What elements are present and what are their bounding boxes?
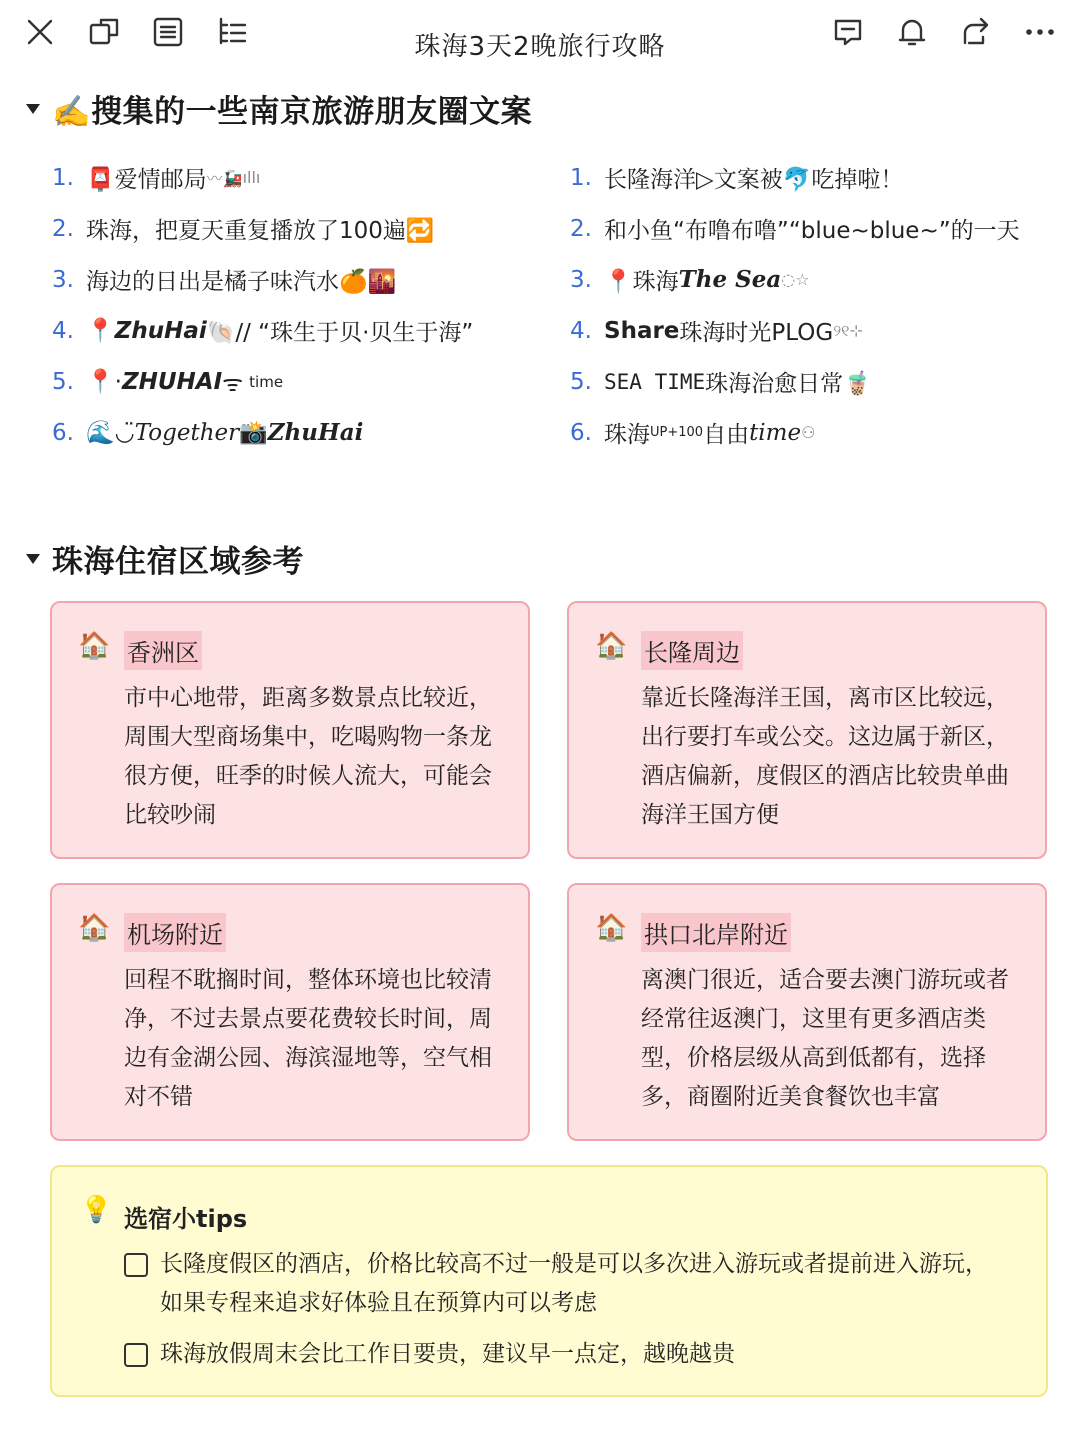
list-item: 3. 📍珠海 The Sea ◌☆ [570, 266, 810, 295]
todo-checkbox[interactable] [124, 1343, 148, 1367]
list-item: 6. 珠海 UP+100 自由 time ⚇ [570, 419, 816, 448]
todo-checkbox[interactable] [124, 1253, 148, 1277]
list-item: 4. Share 珠海时光PLOG ୨୧⊹ [570, 317, 863, 346]
list-item: 1. 长隆海洋▷文案被🐬吃掉啦！ [570, 164, 904, 193]
house-icon: 🏠 [78, 913, 111, 943]
caption-list-left [52, 152, 552, 458]
section-title: ✍️搜集的一些南京旅游朋友圈文案 [52, 94, 533, 130]
area-card-airport [50, 883, 530, 1141]
card-title: 拱口北岸附近 [641, 913, 791, 952]
section-header-captions[interactable] [26, 86, 532, 131]
section-header-accommodation[interactable] [26, 536, 304, 581]
house-icon: 🏠 [78, 631, 111, 661]
card-text: 回程不耽搁时间，整体环境也比较清净，不过去景点要花费较长时间，周边有金湖公园、海滨湿地等，空气相对不错 [124, 967, 492, 1110]
card-title: 香洲区 [124, 631, 202, 670]
todo-text: 长隆度假区的酒店，价格比较高不过一般是可以多次进入游玩或者提前进入游玩，如果专程来追求好体验且在预算内可以考虑 [160, 1251, 988, 1316]
list-item: 2. 和小鱼“布噜布噜”“blue~blue~”的一天 [570, 215, 1020, 244]
top-toolbar [0, 0, 1080, 68]
list-item: 3. 海边的日出是橘子味汽水🍊🌇 [52, 266, 397, 295]
card-text: 靠近长隆海洋王国，离市区比较远，出行要打车或公交。这边属于新区，酒店偏新，度假区的酒店比较贵单曲海洋王国方便 [641, 685, 1009, 828]
area-card-xiangzhou [50, 601, 530, 859]
more-icon[interactable] [1020, 12, 1060, 52]
card-text: 市中心地带，距离多数景点比较近，周围大型商场集中，吃喝购物一条龙很方便，旺季的时候人流大，可能会比较吵闹 [124, 685, 492, 828]
document-title: 珠海3天2晚旅行攻略 [414, 32, 666, 62]
collapse-caret-icon[interactable] [26, 104, 40, 114]
area-card-gongbei [567, 883, 1047, 1141]
list-item: 2. 珠海，把夏天重复播放了100遍🔁 [52, 215, 435, 244]
share-icon[interactable] [956, 12, 996, 52]
tips-callout [50, 1165, 1048, 1397]
collapse-caret-icon[interactable] [26, 554, 40, 564]
tips-title: 选宿小tips [124, 1205, 248, 1233]
card-title: 机场附近 [124, 913, 226, 952]
list-item: 4. 📍 ZhuHai 🐚// “珠生于贝·贝生于海” [52, 317, 474, 346]
lightbulb-icon: 💡 [80, 1195, 113, 1225]
card-title: 长隆周边 [641, 631, 743, 670]
list-item: 5. 📍· ZHUHAI ᯤ time [52, 368, 284, 397]
bell-icon[interactable] [892, 12, 932, 52]
list-item: 5. SEA TIME 珠海治愈日常🧋 [570, 368, 872, 397]
area-card-changlong [567, 601, 1047, 859]
todo-item [124, 1335, 1004, 1374]
caption-list-right [570, 152, 1070, 458]
comment-icon[interactable] [828, 12, 868, 52]
card-text: 离澳门很近，适合要去澳门游玩或者经常往返澳门，这里有更多酒店类型，价格层级从高到低都有，选择多，商圈附近美食餐饮也丰富 [641, 967, 1009, 1110]
house-icon: 🏠 [595, 631, 628, 661]
todo-text: 珠海放假周末会比工作日要贵，建议早一点定，越晚越贵 [160, 1341, 735, 1367]
house-icon: 🏠 [595, 913, 628, 943]
section-title: 珠海住宿区域参考 [52, 544, 304, 580]
list-item: 6. 🌊◡̈ Together 📸 ZhuHai [52, 419, 364, 446]
list-item: 1. 📮爱情邮局 〰🚂 ıllı [52, 164, 261, 193]
todo-item [124, 1245, 1004, 1323]
